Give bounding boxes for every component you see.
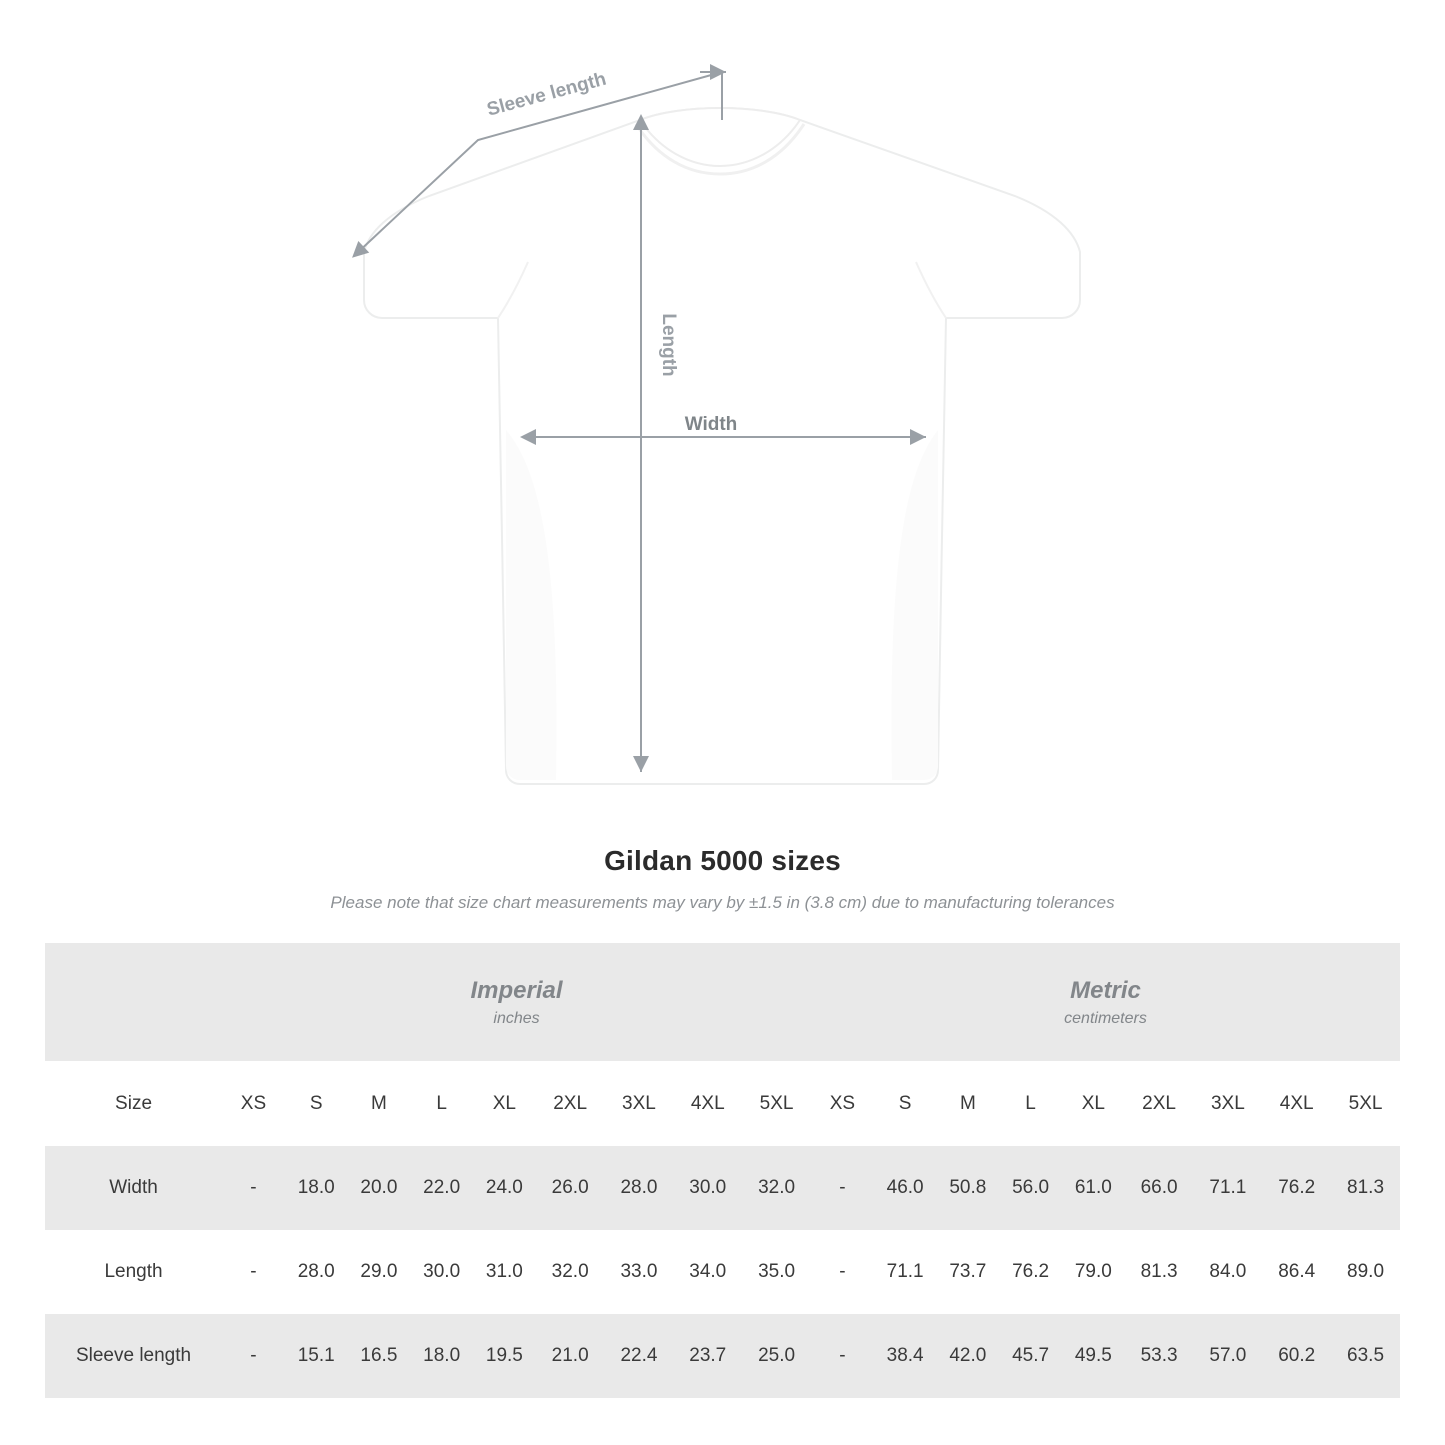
cell-length-metric-3xl: 84.0: [1193, 1230, 1262, 1314]
table-row: [45, 1230, 1400, 1314]
unit-metric-sub: centimeters: [1064, 1010, 1147, 1027]
tshirt-shape: [364, 108, 1080, 784]
cell-length-metric-xs: -: [811, 1230, 874, 1314]
header-imperial-4xl: 4XL: [673, 1061, 742, 1146]
cell-width-imperial-xl: 24.0: [473, 1146, 536, 1230]
table-header-row: [45, 1061, 1400, 1146]
cell-width-metric-3xl: 71.1: [1193, 1146, 1262, 1230]
cell-sleeve-imperial-xs: -: [222, 1314, 285, 1398]
row-label-length: Length: [45, 1230, 222, 1314]
cell-length-metric-2xl: 81.3: [1125, 1230, 1194, 1314]
length-label: Length: [658, 313, 679, 377]
cell-length-metric-s: 71.1: [874, 1230, 937, 1314]
header-metric-xl: XL: [1062, 1061, 1125, 1146]
unit-metric-name: Metric: [1070, 977, 1141, 1004]
cell-length-metric-m: 73.7: [936, 1230, 999, 1314]
header-metric-m: M: [936, 1061, 999, 1146]
cell-sleeve-metric-xl: 49.5: [1062, 1314, 1125, 1398]
cell-width-imperial-4xl: 30.0: [673, 1146, 742, 1230]
header-imperial-l: L: [410, 1061, 473, 1146]
header-metric-5xl: 5XL: [1331, 1061, 1400, 1146]
cell-length-imperial-5xl: 35.0: [742, 1230, 811, 1314]
header-imperial-s: S: [285, 1061, 348, 1146]
unit-metric: [811, 943, 1400, 1061]
cell-sleeve-imperial-3xl: 22.4: [605, 1314, 674, 1398]
cell-width-imperial-xs: -: [222, 1146, 285, 1230]
cell-width-imperial-2xl: 26.0: [536, 1146, 605, 1230]
cell-sleeve-metric-5xl: 63.5: [1331, 1314, 1400, 1398]
header-imperial-2xl: 2XL: [536, 1061, 605, 1146]
header-imperial-m: M: [348, 1061, 411, 1146]
cell-width-metric-xs: -: [811, 1146, 874, 1230]
header-imperial-xs: XS: [222, 1061, 285, 1146]
size-table-wrap: [45, 943, 1400, 1398]
cell-length-imperial-xl: 31.0: [473, 1230, 536, 1314]
cell-sleeve-metric-l: 45.7: [999, 1314, 1062, 1398]
cell-sleeve-metric-2xl: 53.3: [1125, 1314, 1194, 1398]
cell-length-imperial-xs: -: [222, 1230, 285, 1314]
cell-length-metric-l: 76.2: [999, 1230, 1062, 1314]
cell-width-metric-2xl: 66.0: [1125, 1146, 1194, 1230]
cell-width-metric-4xl: 76.2: [1262, 1146, 1331, 1230]
cell-sleeve-metric-3xl: 57.0: [1193, 1314, 1262, 1398]
cell-sleeve-metric-4xl: 60.2: [1262, 1314, 1331, 1398]
cell-length-imperial-l: 30.0: [410, 1230, 473, 1314]
row-label-sleeve-length: Sleeve length: [45, 1314, 222, 1398]
cell-width-metric-5xl: 81.3: [1331, 1146, 1400, 1230]
page-title: Gildan 5000 sizes: [604, 845, 841, 876]
header-metric-l: L: [999, 1061, 1062, 1146]
cell-length-imperial-s: 28.0: [285, 1230, 348, 1314]
header-metric-2xl: 2XL: [1125, 1061, 1194, 1146]
table-row: [45, 1146, 1400, 1230]
table-row: [45, 1314, 1400, 1398]
cell-width-imperial-m: 20.0: [348, 1146, 411, 1230]
cell-width-metric-xl: 61.0: [1062, 1146, 1125, 1230]
cell-sleeve-metric-m: 42.0: [936, 1314, 999, 1398]
size-table: [45, 943, 1400, 1398]
cell-sleeve-imperial-s: 15.1: [285, 1314, 348, 1398]
cell-sleeve-imperial-xl: 19.5: [473, 1314, 536, 1398]
cell-width-imperial-l: 22.0: [410, 1146, 473, 1230]
cell-width-metric-l: 56.0: [999, 1146, 1062, 1230]
cell-length-imperial-3xl: 33.0: [605, 1230, 674, 1314]
header-metric-4xl: 4XL: [1262, 1061, 1331, 1146]
cell-sleeve-imperial-4xl: 23.7: [673, 1314, 742, 1398]
cell-length-imperial-2xl: 32.0: [536, 1230, 605, 1314]
cell-width-imperial-s: 18.0: [285, 1146, 348, 1230]
cell-sleeve-imperial-m: 16.5: [348, 1314, 411, 1398]
cell-sleeve-metric-xs: -: [811, 1314, 874, 1398]
cell-width-metric-m: 50.8: [936, 1146, 999, 1230]
cell-width-imperial-5xl: 32.0: [742, 1146, 811, 1230]
cell-length-metric-5xl: 89.0: [1331, 1230, 1400, 1314]
sleeve-length-label: Sleeve length: [484, 68, 609, 121]
cell-length-imperial-m: 29.0: [348, 1230, 411, 1314]
header-imperial-5xl: 5XL: [742, 1061, 811, 1146]
unit-imperial: [222, 943, 811, 1061]
header-metric-s: S: [874, 1061, 937, 1146]
cell-length-metric-xl: 79.0: [1062, 1230, 1125, 1314]
cell-length-imperial-4xl: 34.0: [673, 1230, 742, 1314]
header-imperial-xl: XL: [473, 1061, 536, 1146]
header-size: Size: [45, 1061, 222, 1146]
header-metric-3xl: 3XL: [1193, 1061, 1262, 1146]
cell-sleeve-imperial-5xl: 25.0: [742, 1314, 811, 1398]
cell-sleeve-metric-s: 38.4: [874, 1314, 937, 1398]
cell-sleeve-imperial-l: 18.0: [410, 1314, 473, 1398]
cell-sleeve-imperial-2xl: 21.0: [536, 1314, 605, 1398]
unit-band-spacer: [45, 943, 222, 1061]
row-label-width: Width: [45, 1146, 222, 1230]
unit-band-row: [45, 943, 1400, 1061]
width-label: Width: [684, 414, 738, 435]
cell-width-imperial-3xl: 28.0: [605, 1146, 674, 1230]
tolerance-note: Please note that size chart measurements may vary by ±1.5 in (3.8 cm) due to manufacturing tolerances: [330, 893, 1115, 912]
cell-length-metric-4xl: 86.4: [1262, 1230, 1331, 1314]
header-imperial-3xl: 3XL: [605, 1061, 674, 1146]
unit-imperial-name: Imperial: [470, 977, 563, 1004]
cell-width-metric-s: 46.0: [874, 1146, 937, 1230]
header-metric-xs: XS: [811, 1061, 874, 1146]
unit-imperial-sub: inches: [493, 1010, 540, 1027]
